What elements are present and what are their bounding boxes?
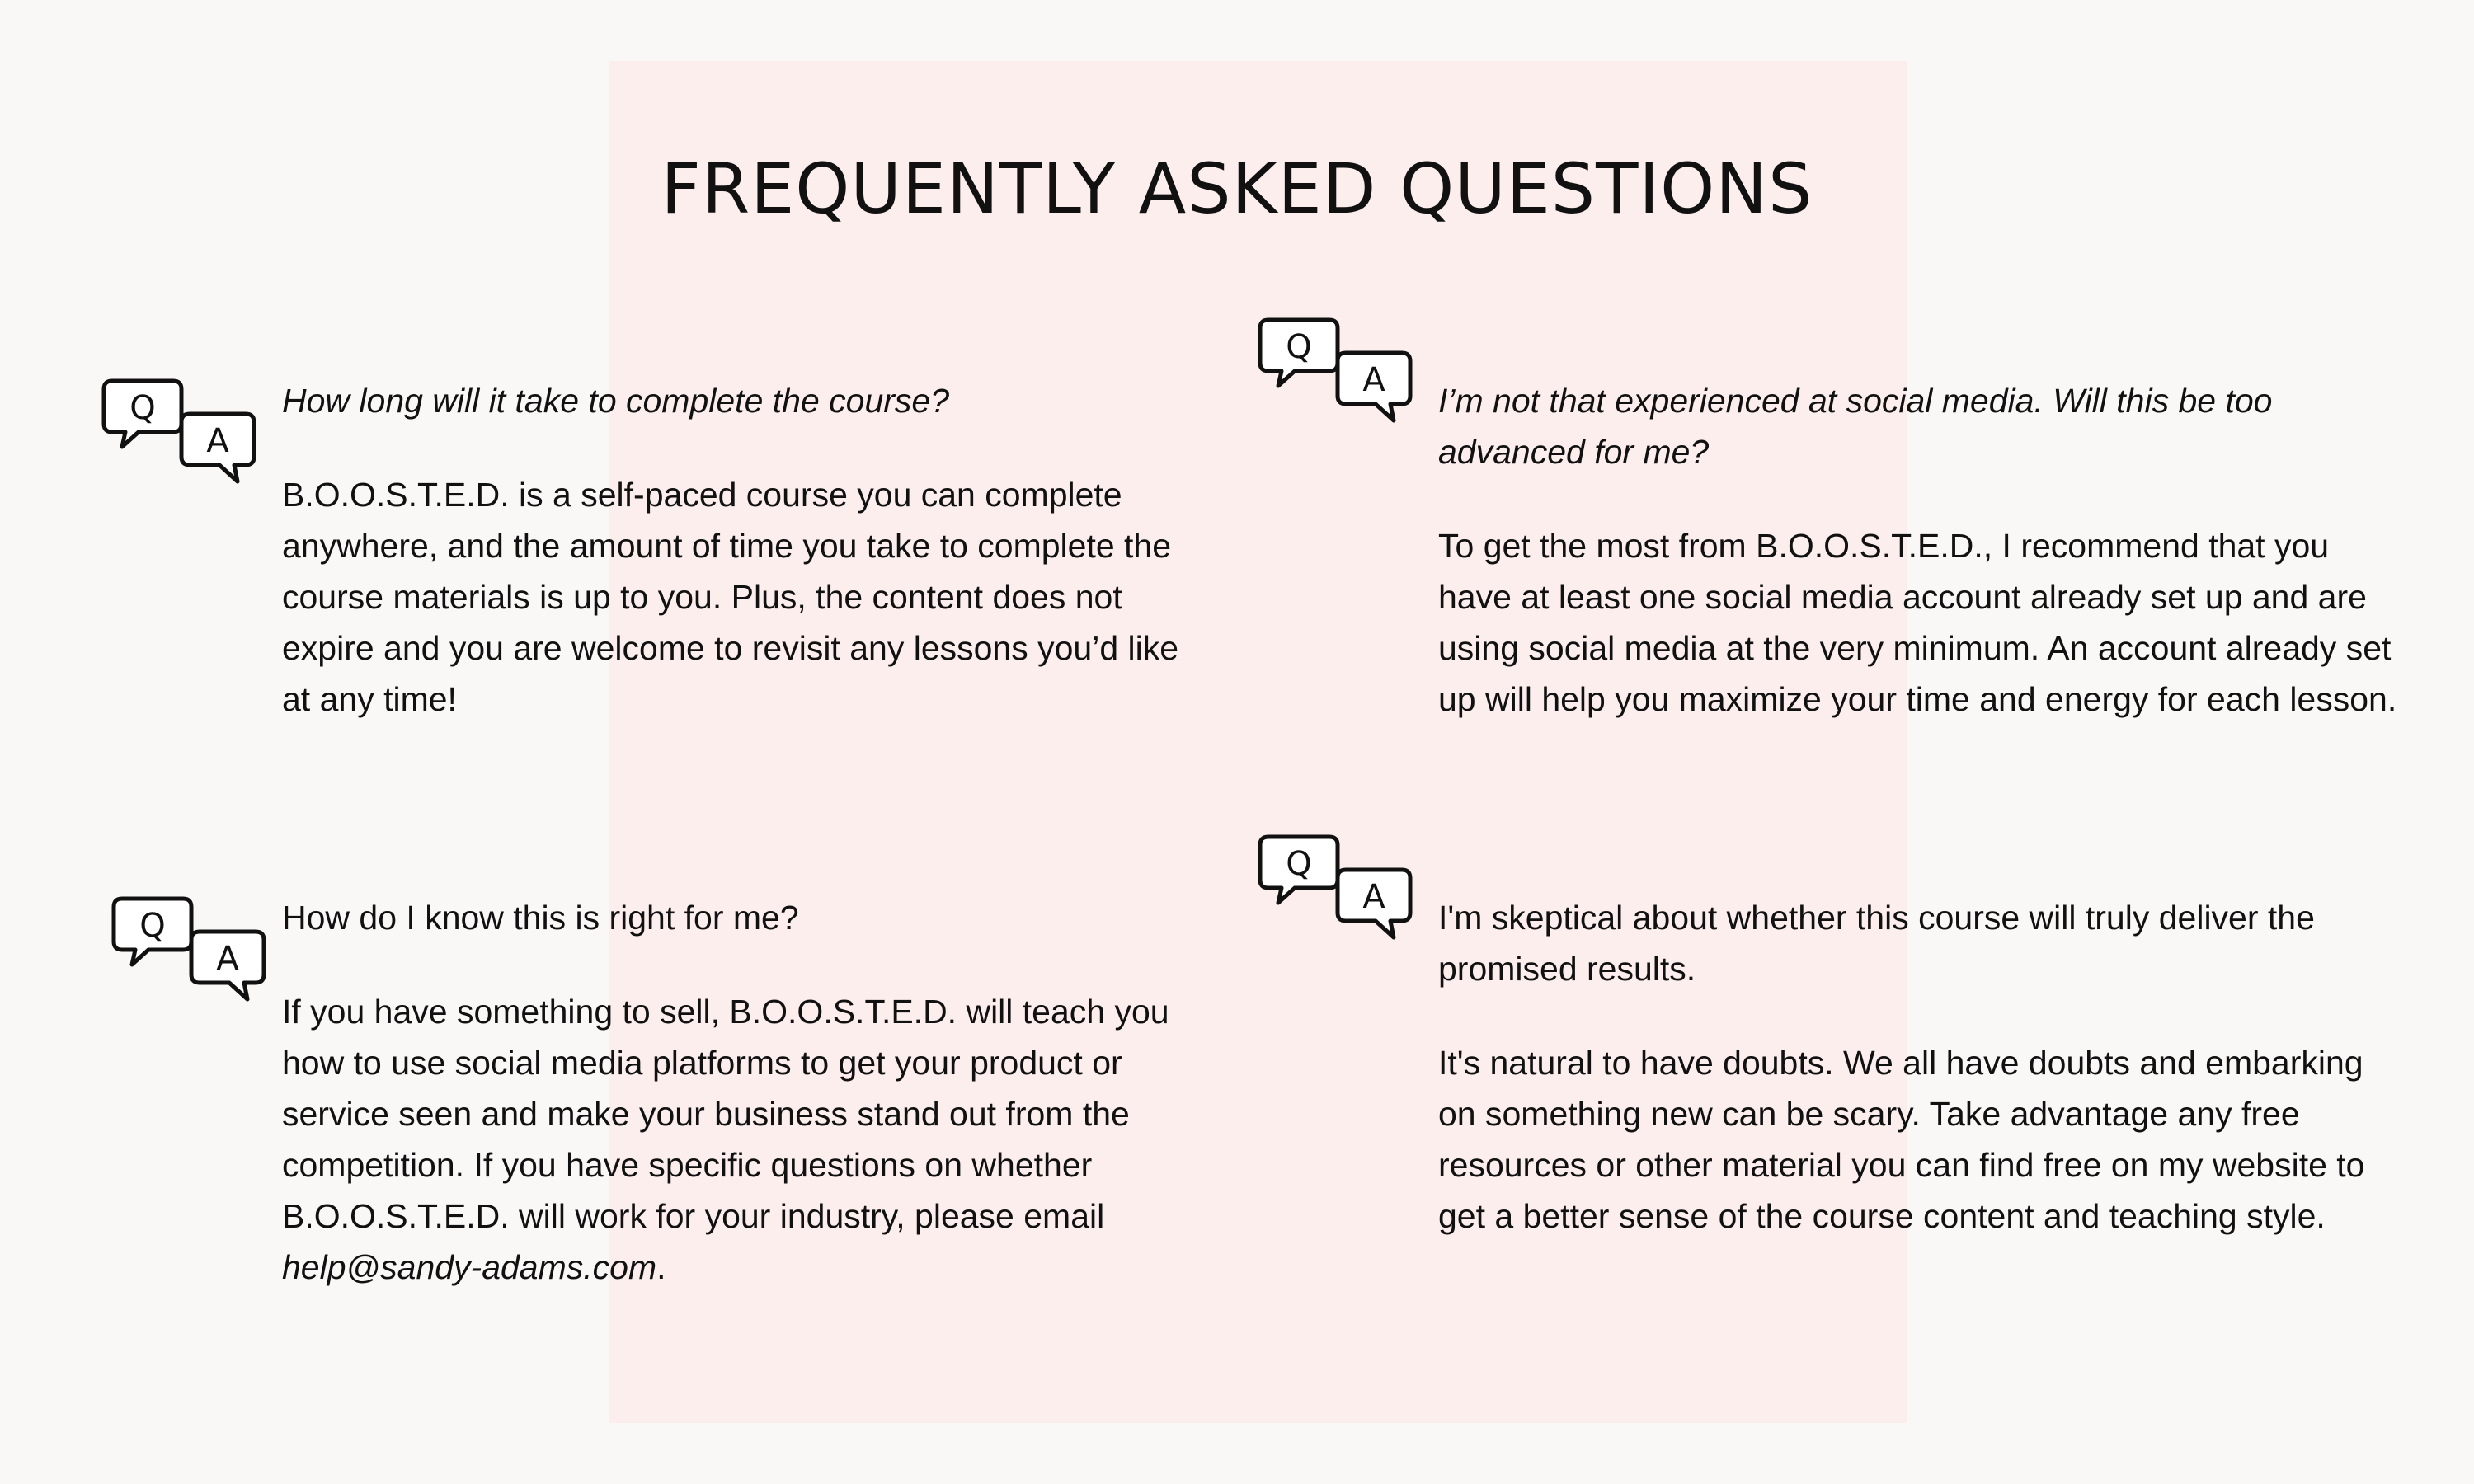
faq-answer-text: If you have something to sell, B.O.O.S.T.E.D. will teach you how to use social media platforms to get your product or service seen and make your business stand out from the competition. If you have specific questions on whether B.O.O.S.T.E.D. will work for your industry, please email [282,993,1169,1235]
faq-item-right-for-me [282,892,1222,1293]
faq-answer [282,986,1222,1293]
qa-icon-a-letter: A [206,422,229,460]
faq-answer: To get the most from B.O.O.S.T.E.D., I recommend that you have at least one social media account already set up and are using social media at the very minimum. An account already set up will help you maximize your time and energy for each lesson. [1438,527,2397,718]
faq-item-skeptical [1438,892,2387,1242]
faq-question: I’m not that experienced at social media. Will this be too advanced for me? [1438,382,2273,471]
qa-icon-q-letter: Q [129,389,156,427]
qa-speech-bubbles-icon [97,373,262,496]
faq-answer-end: . [656,1248,666,1286]
qa-speech-bubbles-icon [1253,312,1418,435]
support-email-link[interactable]: help@sandy-adams.com [282,1248,657,1286]
faq-answer: It's natural to have doubts. We all have doubts and embarking on something new can be scary. Take advantage any free resources or other material you can find free on my website to get a better sense of the course content and teaching style. [1438,1044,2365,1235]
page-title: FREQUENTLY ASKED QUESTIONS [661,148,1813,229]
faq-item-experience-level [1438,375,2411,725]
qa-icon-a-letter: A [1362,361,1385,399]
faq-item-course-length [282,375,1197,725]
faq-question: How do I know this is right for me? [282,899,799,937]
faq-question: I'm skeptical about whether this course will truly deliver the promised results. [1438,899,2315,988]
qa-icon-a-letter: A [216,940,239,978]
faq-question: How long will it take to complete the course? [282,382,950,420]
qa-speech-bubbles-icon [1253,829,1418,952]
qa-icon-q-letter: Q [139,907,166,945]
qa-icon-q-letter: Q [1286,328,1312,366]
qa-icon-q-letter: Q [1286,845,1312,883]
qa-speech-bubbles-icon [107,890,272,1014]
qa-icon-a-letter: A [1362,878,1385,916]
faq-answer: B.O.O.S.T.E.D. is a self-paced course you can complete anywhere, and the amount of time you take to complete the course materials is up to you. Plus, the content does not expire and you are welcome to revisit any lessons you’d like at any time! [282,476,1179,718]
